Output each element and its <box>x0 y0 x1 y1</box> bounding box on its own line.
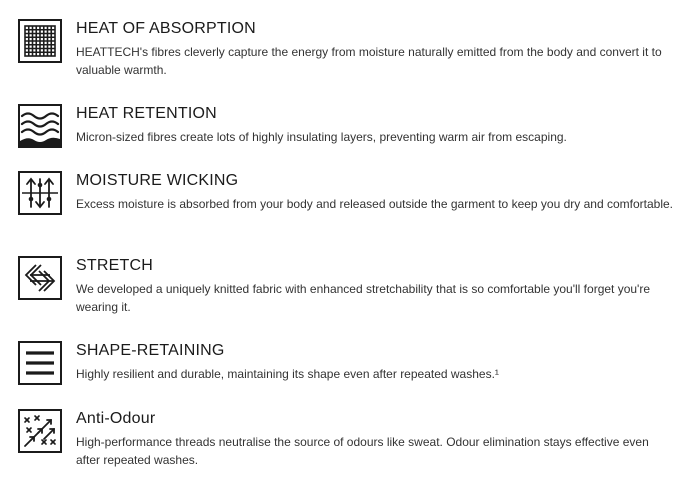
feature-title: HEAT RETENTION <box>76 105 217 122</box>
feature-title: HEAT OF ABSORPTION <box>76 20 256 37</box>
feature-title: MOISTURE WICKING <box>76 172 239 189</box>
feature-title: STRETCH <box>76 257 153 274</box>
feature-description: We developed a uniquely knitted fabric with enhanced stretchability that is so comfortable you'll forget you're wearing it. <box>76 282 651 314</box>
feature-title: Anti-Odour <box>76 410 156 427</box>
feature-description: High-performance threads neutralise the source of odours like sweat. Odour elimination stays effective even after repeated washes. <box>76 435 649 467</box>
anti-odour-icon <box>18 409 62 453</box>
feature-title: SHAPE-RETAINING <box>76 342 225 359</box>
waves-icon <box>18 104 62 148</box>
feature-description: Excess moisture is absorbed from your body and released outside the garment to keep you dry and comfortable. <box>76 197 673 211</box>
horizontal-lines-icon <box>18 341 62 385</box>
arrows-up-down-icon <box>18 171 62 215</box>
feature-description: HEATTECH's fibres cleverly capture the energy from moisture naturally emitted from the body and convert it to valuable warmth. <box>76 45 662 77</box>
feature-description: Micron-sized fibres create lots of highly insulating layers, preventing warm air from escaping. <box>76 130 567 144</box>
grid-icon <box>18 19 62 63</box>
feature-description: Highly resilient and durable, maintaining its shape even after repeated washes.¹ <box>76 367 499 381</box>
stretch-arrows-icon <box>18 256 62 300</box>
